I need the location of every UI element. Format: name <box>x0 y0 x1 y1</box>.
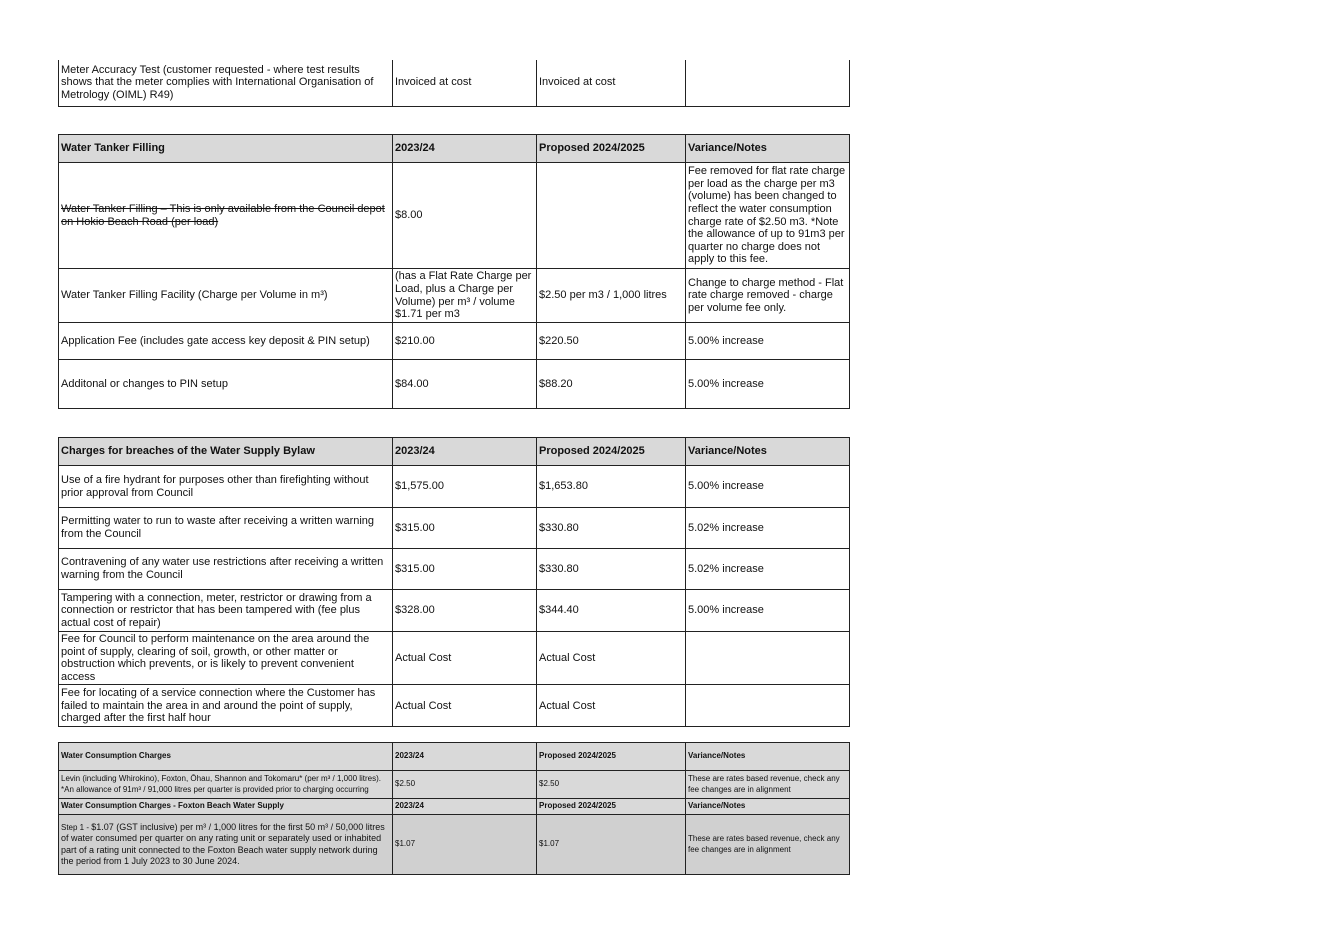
notes-cell: 5.00% increase <box>686 590 850 632</box>
header-notes: Variance/Notes <box>686 743 850 771</box>
current-fee-cell: $328.00 <box>393 590 537 632</box>
header-proposed: Proposed 2024/2025 <box>537 135 686 163</box>
table-header-row <box>59 438 850 466</box>
item-cell: Fee for Council to perform maintenance on the area around the point of supply, clearing of soil, growth, or other matter or obstruction which prevents, or is likely to prevent convenient access <box>59 632 393 685</box>
table-row <box>59 632 850 685</box>
notes-cell: Change to charge method - Flat rate charge removed - charge per volume fee only. <box>686 269 850 323</box>
water-supply-bylaw-breach-table <box>58 437 850 727</box>
header-proposed: Proposed 2024/2025 <box>537 743 686 771</box>
table-row <box>59 815 850 875</box>
table-row <box>59 590 850 632</box>
table-row <box>59 771 850 799</box>
water-consumption-charges-table <box>58 742 850 875</box>
step-description: $1.07 (GST inclusive) per m³ / 1,000 litres for the first 50 m³ / 50,000 litres of water consumed per quarter on any rating unit or separately used or inhabited part of a rating unit connected to the Foxton Beach water supply network during the period from 1 July 2023 to 30 June 2024. <box>61 821 385 866</box>
proposed-fee-cell: Actual Cost <box>537 685 686 727</box>
table-row <box>59 269 850 323</box>
item-cell <box>59 815 393 875</box>
notes-cell: 5.00% increase <box>686 466 850 508</box>
header-item: Water Consumption Charges <box>59 743 393 771</box>
step-prefix: Step 1 - <box>61 822 92 832</box>
item-cell: Meter Accuracy Test (customer requested - where test results shows that the meter complies with International Organisation of Metrology (OIML) R49) <box>59 60 393 106</box>
header-item: Charges for breaches of the Water Supply Bylaw <box>59 438 393 466</box>
current-fee-cell: Actual Cost <box>393 685 537 727</box>
header-current: 2023/24 <box>393 135 537 163</box>
table-row <box>59 685 850 727</box>
current-fee-cell: $1,575.00 <box>393 466 537 508</box>
header-current: 2023/24 <box>393 438 537 466</box>
current-fee-cell: Invoiced at cost <box>393 60 537 106</box>
header-proposed: Proposed 2024/2025 <box>537 438 686 466</box>
item-cell: Contravening of any water use restrictions after receiving a written warning from the Council <box>59 549 393 590</box>
table-row <box>59 60 850 106</box>
table-header-row <box>59 743 850 771</box>
proposed-fee-cell: $2.50 per m3 / 1,000 litres <box>537 269 686 323</box>
item-cell: Water Tanker Filling Facility (Charge per Volume in m³) <box>59 269 393 323</box>
item-cell: Tampering with a connection, meter, restrictor or drawing from a connection or restrictor that has been tampered with (fee plus actual cost of repair) <box>59 590 393 632</box>
proposed-fee-cell: $344.40 <box>537 590 686 632</box>
proposed-fee-cell: $88.20 <box>537 360 686 409</box>
current-fee-cell: $2.50 <box>393 771 537 799</box>
header-notes: Variance/Notes <box>686 438 850 466</box>
item-cell: Water Tanker Filling – This is only available from the Council depot on Hokio Beach Road (per load) <box>59 163 393 269</box>
header-item: Water Consumption Charges - Foxton Beach Water Supply <box>59 799 393 815</box>
notes-cell: 5.02% increase <box>686 508 850 549</box>
proposed-fee-cell: $330.80 <box>537 508 686 549</box>
notes-cell: Fee removed for flat rate charge per load as the charge per m3 (volume) has been changed to reflect the water consumption charge rate of $2.50 m3. *Note the allowance of up to 91m3 per quarter no charge does not apply to this fee. <box>686 163 850 269</box>
notes-cell <box>686 60 850 106</box>
current-fee-cell: Actual Cost <box>393 632 537 685</box>
table-header-row <box>59 799 850 815</box>
notes-cell: These are rates based revenue, check any fee changes are in alignment <box>686 771 850 799</box>
notes-cell <box>686 632 850 685</box>
proposed-fee-cell: $220.50 <box>537 323 686 360</box>
notes-cell: 5.00% increase <box>686 360 850 409</box>
current-fee-cell: $315.00 <box>393 508 537 549</box>
notes-cell: 5.02% increase <box>686 549 850 590</box>
notes-cell: 5.00% increase <box>686 323 850 360</box>
current-fee-cell: $315.00 <box>393 549 537 590</box>
item-cell: Use of a fire hydrant for purposes other than firefighting without prior approval from Council <box>59 466 393 508</box>
meter-fees-table <box>58 60 850 107</box>
header-item: Water Tanker Filling <box>59 135 393 163</box>
header-notes: Variance/Notes <box>686 799 850 815</box>
item-cell: Fee for locating of a service connection where the Customer has failed to maintain the area in and around the point of supply, charged after the first half hour <box>59 685 393 727</box>
proposed-fee-cell: Actual Cost <box>537 632 686 685</box>
notes-cell: These are rates based revenue, check any fee changes are in alignment <box>686 815 850 875</box>
header-notes: Variance/Notes <box>686 135 850 163</box>
proposed-fee-cell <box>537 163 686 269</box>
header-current: 2023/24 <box>393 743 537 771</box>
proposed-fee-cell: $330.80 <box>537 549 686 590</box>
current-fee-cell: $210.00 <box>393 323 537 360</box>
item-cell: Levin (including Whirokino), Foxton, Ōhau, Shannon and Tokomaru* (per m³ / 1,000 litres). *An allowance of 91m³ / 91,000 litres per quarter is provided prior to charging occurring <box>59 771 393 799</box>
table-row <box>59 360 850 409</box>
current-fee-cell: $84.00 <box>393 360 537 409</box>
table-row <box>59 549 850 590</box>
proposed-fee-cell: $2.50 <box>537 771 686 799</box>
table-row <box>59 163 850 269</box>
table-row <box>59 466 850 508</box>
proposed-fee-cell: Invoiced at cost <box>537 60 686 106</box>
table-row <box>59 508 850 549</box>
item-cell: Permitting water to run to waste after receiving a written warning from the Council <box>59 508 393 549</box>
header-current: 2023/24 <box>393 799 537 815</box>
item-cell: Application Fee (includes gate access key deposit & PIN setup) <box>59 323 393 360</box>
proposed-fee-cell: $1.07 <box>537 815 686 875</box>
header-proposed: Proposed 2024/2025 <box>537 799 686 815</box>
water-tanker-filling-table <box>58 134 850 409</box>
current-fee-cell: (has a Flat Rate Charge per Load, plus a Charge per Volume) per m³ / volume $1.71 per m3 <box>393 269 537 323</box>
current-fee-cell: $1.07 <box>393 815 537 875</box>
table-header-row <box>59 135 850 163</box>
proposed-fee-cell: $1,653.80 <box>537 466 686 508</box>
notes-cell <box>686 685 850 727</box>
item-cell: Additonal or changes to PIN setup <box>59 360 393 409</box>
table-row <box>59 323 850 360</box>
current-fee-cell: $8.00 <box>393 163 537 269</box>
